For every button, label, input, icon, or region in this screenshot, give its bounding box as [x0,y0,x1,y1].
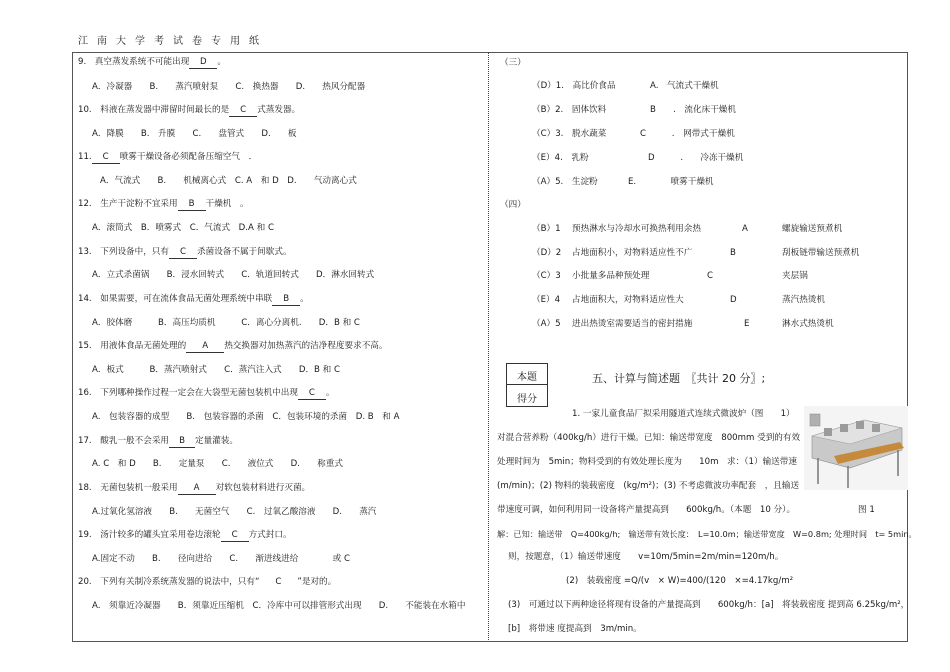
question-13-options: A．立式杀菌锅 B．浸水回转式 C．轨道回转式 D．淋水回转式 [92,270,375,280]
part4-label: （四） [500,200,526,210]
problem-line-5: 带速度可调，如何利用同一设备将产量提高到 600kg/h。（本题 10 分）。 [497,505,796,515]
part4-letter-2: B [730,248,736,258]
question-stem: 18. 无菌包装机一般采用 [78,483,178,493]
answer-blank: C [221,530,249,542]
part4-desc-2: 占地面积小，对物料适应性不广 [572,248,693,258]
question-stem-end: 。 [325,388,335,398]
question-stem-end: 对软包装材料进行灭菌。 [215,483,311,493]
part4-num-3: （C）3 [532,271,561,281]
answer-blank: C [169,247,197,259]
part4-letter-3: C [707,271,714,281]
section-5-title: 五、计算与简述题 〖共计 20 分〗; [592,372,766,385]
answer-blank: C [229,105,257,117]
question-stem: 12. 生产干淀粉不宜采用 [78,199,178,209]
solution-line-1: 解：已知：输送带 Q=400kg/h; 输送带有效长度： L=10.0m；输送带宽度 W=0.8m; 处理时间 t= 5min。 [497,529,917,539]
part4-num-2: （D）2 [532,248,562,258]
question-11-options: A．气流式 B. 机械离心式 C. A 和 D D. 气动离心式 [100,176,357,186]
figure-caption: 图 1 [858,505,875,515]
part4-num-1: （B）1 [532,224,561,234]
microwave-tunnel-oven-icon [804,406,908,490]
question-stem: 16. 下列哪种操作过程一定会在大袋型无菌包装机中出现 [78,388,298,398]
part4-equip-1: 螺旋输送预煮机 [782,224,843,234]
question-stem: 9. 真空蒸发系统不可能出现 [78,57,190,67]
part3-right-4: D . 冷冻干燥机 [648,153,744,163]
part4-num-5: （A）5 [532,319,561,329]
question-12-options: A．滚筒式 B．喷雾式 C．气流式 D.A 和 C [92,223,274,233]
problem-line-4: (m/min)；(2) 物料的装载密度 (kg/m²)；(3) 不考虑微波功率配套 ，且输送 [497,481,800,491]
problem-line-2: 对混合营养粉（400kg/h）进行干燥。已知：输送带宽度 800mm 受到的有效 [497,433,801,443]
question-16-options: A. 包装容器的成型 B. 包装容器的杀菌 C．包装环境的杀菌 D. B 和 A [92,412,400,422]
solution-line-3: (2) 装载密度 =Q/(v × W)=400/(120 ×=4.17kg/m² [566,576,794,586]
answer-blank: B [178,199,206,211]
question-stem: 20. 下列有关制冷系统蒸发器的说法中，只有“ [78,577,260,587]
question-stem: 19. 汤汁较多的罐头宜采用卷边滚轮 [78,530,221,540]
question-13 [78,247,292,259]
part3-left-2: （B）2. 固体饮料 [532,105,607,115]
part3-right-3: C . 网带式干燥机 [640,129,735,139]
question-stem: 14. 如果需要，可在流体食品无菌处理系统中串联 [78,294,273,304]
question-stem-end: 喷雾干燥设备必须配备压缩空气 ． [119,152,258,162]
question-10 [78,105,300,117]
paper-header: 江南大学考试卷专用纸 [78,36,268,47]
question-14-options: A．胶体磨 B．高压均质机 C．离心分离机. D．B 和 C [92,318,360,328]
part4-equip-2: 刮板链带输送预煮机 [782,248,860,258]
solution-line-2: 则，按题意，（1）输送带速度 v=10m/5min=2m/min=120m/h。 [508,552,784,562]
part3-left-3: （C）3. 脱水蔬菜 [532,129,607,139]
part4-desc-4: 占地面积大，对物料适应性大 [572,295,684,305]
question-19 [78,530,292,542]
question-stem-end: 式蒸发器。 [257,105,301,115]
part3-right-1: A. 气流式干燥机 [650,81,719,91]
part4-equip-4: 蒸汽热烫机 [782,295,825,305]
question-stem: 17. 酸乳一般不会采用 [78,436,170,446]
question-stem-end: 干燥机 。 [205,199,249,209]
question-18 [78,483,310,495]
question-18-options: A.过氧化氢溶液 B. 无菌空气 C. 过氧乙酸溶液 D. 蒸汽 [92,507,377,517]
answer-blank: D [189,57,217,69]
answer-blank: C [298,388,326,400]
answer-blank: C [275,577,282,587]
answer-blank: B [272,294,300,306]
question-stem: 15. 用液体食品无菌处理的 [78,341,187,351]
part4-desc-1: 预热淋水与冷却水可换热利用余热 [572,224,701,234]
question-19-options: A.固定不动 B. 径向进给 C. 渐进线进给 或 C [92,554,350,564]
question-12 [78,199,249,211]
question-9 [78,57,226,69]
part4-num-4: （E）4 [532,295,561,305]
question-stem: 13. 下列设备中，只有 [78,247,170,257]
part4-desc-5: 进出热烫室需要适当的密封措施 [572,319,693,329]
answer-blank: B [169,436,195,448]
question-stem-end: 。 [217,57,226,67]
question-stem: 10. 料液在蒸发器中滞留时间最长的是 [78,105,230,115]
solution-line-5: [b] 将带速 度提高到 3m/min。 [508,624,642,634]
question-stem-end: 定量灌装。 [195,436,238,446]
question-stem-end: 方式封口。 [248,530,292,540]
question-17-options: A. C 和 D B. 定量泵 C. 液位式 D. 称重式 [92,459,343,469]
question-stem-end: 热交换器对加热蒸汽的洁净程度要求不高。 [224,341,388,351]
problem-line-1: 1. 一家儿童食品厂拟采用隧道式连续式微波炉（图 1） [572,409,795,419]
part4-letter-5: E [744,319,750,329]
part4-letter-4: D [730,295,737,305]
part3-right-2: B . 流化床干燥机 [650,105,736,115]
question-15-options: A．板式 B．蒸汽喷射式 C．蒸汽注入式 D．B 和 C [92,365,341,375]
part3-left-1: （D）1. 高比价食品 [532,81,616,91]
question-stem-end: 杀菌设备不属于间歇式。 [197,247,292,257]
question-14 [78,294,309,306]
question-16 [78,388,335,400]
part4-letter-1: A [742,224,748,234]
part4-desc-3: 小批量多品种预处理 [572,271,650,281]
question-10-options: A．降膜 B. 升膜 C. 盘管式 D. 板 [92,129,297,139]
question-stem: 11. [78,152,92,162]
part4-equip-5: 淋水式热烫机 [782,319,834,329]
question-17 [78,436,238,448]
score-box-divider [507,384,547,385]
answer-blank: A [186,341,224,353]
column-divider [488,52,489,640]
question-20 [78,577,336,588]
part3-left-4: （E）4. 乳粉 [532,153,589,163]
question-20-options: A. 须靠近冷凝器 B．须靠近压缩机 C．冷库中可以排管形式出现 D. 不能装在水箱中 [92,601,466,611]
part3-right-5: E. 喷雾干燥机 [628,177,714,187]
question-stem-end: ”是对的。 [297,577,337,587]
question-15 [78,341,388,353]
part3-label: （三） [500,58,526,68]
score-box-bottom-label: 得分 [517,394,537,405]
score-box [506,363,548,407]
question-9-options: A．冷凝器 B. 蒸汽喷射泵 C. 换热器 D. 热风分配器 [92,82,366,92]
answer-blank: A [178,483,216,495]
part3-left-5: （A）5. 生淀粉 [532,177,598,187]
question-11 [78,152,257,164]
solution-line-4: (3) 可通过以下两种途径将现有设备的产量提高到 600kg/h：[a] 将装载密度 提到高 6.25kg/m²， [508,600,910,610]
answer-blank: C [92,152,120,164]
part4-equip-3: 夹层锅 [782,271,808,281]
score-box-top-label: 本题 [517,372,537,383]
question-stem-end: 。 [300,294,309,304]
problem-line-3: 处理时间为 5min；物料受到的有效处理长度为 10m 求：（1）输送带速 [497,457,797,467]
